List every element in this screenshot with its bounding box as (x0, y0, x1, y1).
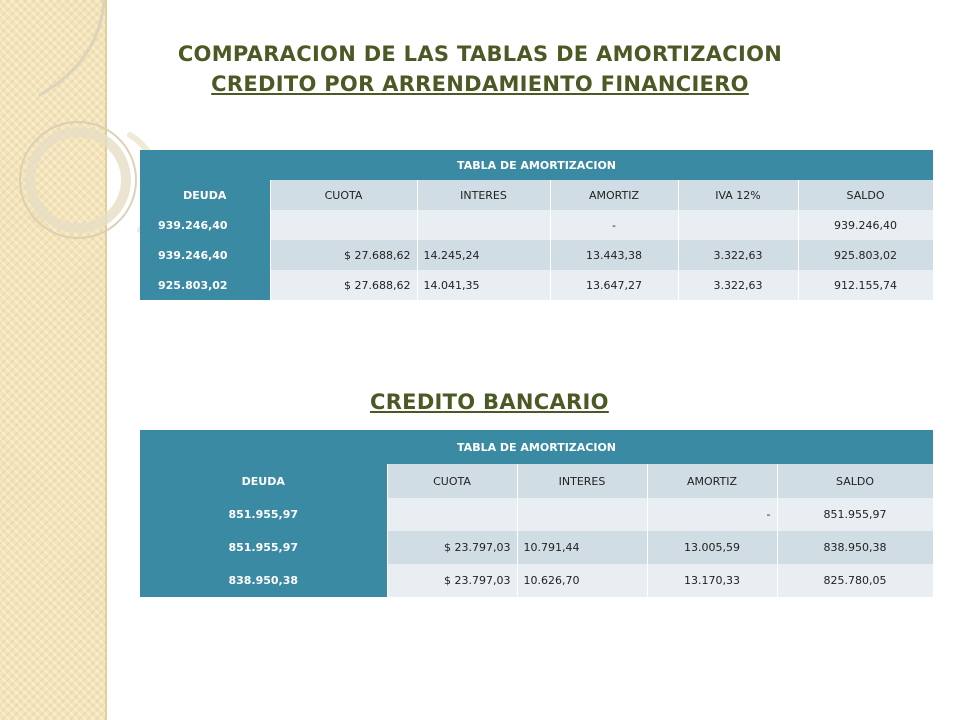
table-cell: 3.322,63 (678, 240, 798, 270)
table-row (140, 498, 933, 531)
column-header: DEUDA (140, 180, 270, 210)
table-cell: 925.803,02 (798, 240, 933, 270)
table-row (140, 531, 933, 564)
table-cell: $ 23.797,03 (387, 564, 517, 597)
column-header: AMORTIZ (647, 464, 777, 498)
table-cell: 851.955,97 (140, 498, 387, 531)
section-title-bank-credit: CREDITO BANCARIO (370, 390, 609, 414)
table-cell (270, 210, 417, 240)
table-row (140, 240, 933, 270)
column-header: AMORTIZ (550, 180, 678, 210)
table-cell: 912.155,74 (798, 270, 933, 300)
table-row (140, 210, 933, 240)
table-cell: 10.791,44 (517, 531, 647, 564)
column-header: INTERES (517, 464, 647, 498)
table-cell: 13.005,59 (647, 531, 777, 564)
table-cell: 10.626,70 (517, 564, 647, 597)
table-cell: 838.950,38 (777, 531, 933, 564)
table-cell: 851.955,97 (140, 531, 387, 564)
table-row (140, 270, 933, 300)
table-cell (387, 498, 517, 531)
table-cell: 939.246,40 (140, 210, 270, 240)
column-header: SALDO (777, 464, 933, 498)
table-cell: $ 23.797,03 (387, 531, 517, 564)
table-row (140, 564, 933, 597)
table-caption: TABLA DE AMORTIZACION (140, 150, 933, 180)
page-subtitle: CREDITO POR ARRENDAMIENTO FINANCIERO (211, 72, 749, 96)
table-cell: 13.170,33 (647, 564, 777, 597)
table-cell: - (647, 498, 777, 531)
page-title: COMPARACION DE LAS TABLAS DE AMORTIZACION (177, 42, 783, 66)
column-header: CUOTA (270, 180, 417, 210)
table-cell: 14.041,35 (417, 270, 550, 300)
table-cell: - (550, 210, 678, 240)
amortization-table-bank (140, 430, 934, 597)
column-header: CUOTA (387, 464, 517, 498)
table-caption: TABLA DE AMORTIZACION (140, 430, 933, 464)
column-header: INTERES (417, 180, 550, 210)
table-cell: 13.647,27 (550, 270, 678, 300)
table-cell: 838.950,38 (140, 564, 387, 597)
table-cell: 851.955,97 (777, 498, 933, 531)
column-header: IVA 12% (678, 180, 798, 210)
table-cell: 939.246,40 (140, 240, 270, 270)
column-header: DEUDA (140, 464, 387, 498)
table-cell: $ 27.688,62 (270, 270, 417, 300)
table-cell: $ 27.688,62 (270, 240, 417, 270)
table-cell: 3.322,63 (678, 270, 798, 300)
table-cell: 13.443,38 (550, 240, 678, 270)
table-cell: 825.780,05 (777, 564, 933, 597)
amortization-table-leasing (140, 150, 934, 300)
table-cell (678, 210, 798, 240)
table-cell: 925.803,02 (140, 270, 270, 300)
table-cell (417, 210, 550, 240)
table-cell: 939.246,40 (798, 210, 933, 240)
table-cell: 14.245,24 (417, 240, 550, 270)
column-header: SALDO (798, 180, 933, 210)
table-cell (517, 498, 647, 531)
